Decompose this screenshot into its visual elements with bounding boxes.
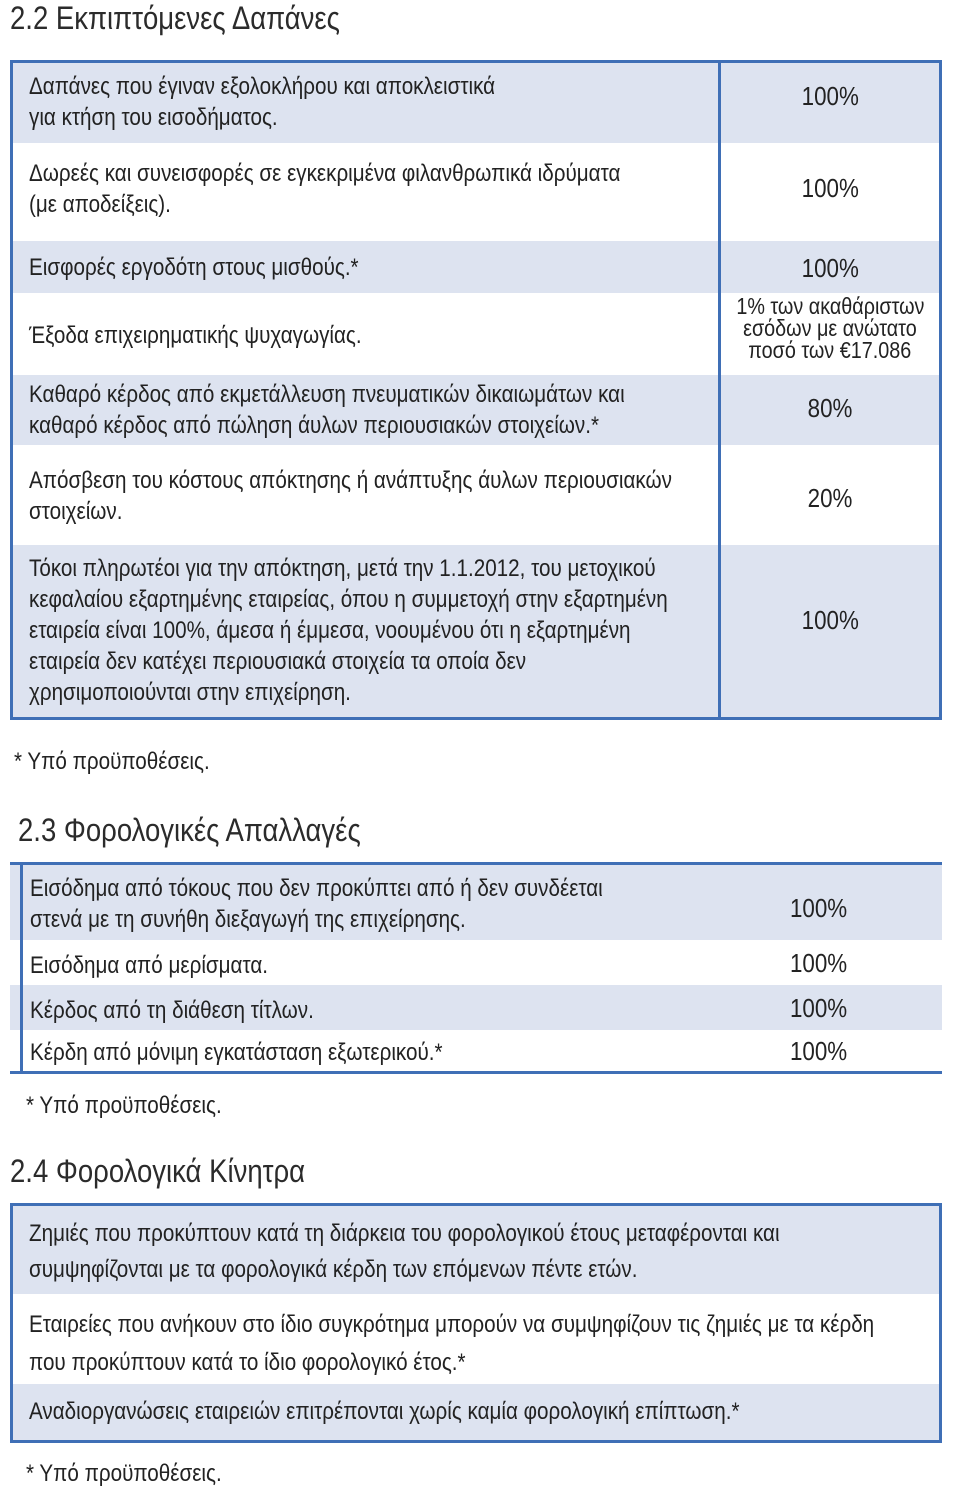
row-description: Δωρεές και συνεισφορές σε εγκεκριμένα φιλανθρωπικά ιδρύματα (με αποδείξεις).: [29, 160, 621, 218]
row-description: Εταιρείες που ανήκουν στο ίδιο συγκρότημα μπορούν να συμψηφίζουν τις ζημιές με τα κέρδη που προκύπτουν κατά το ίδιο φορολογικό έτος.*: [29, 1311, 875, 1376]
row-description: Καθαρό κέρδος από εκμετάλλευση πνευματικών δικαιωμάτων και καθαρό κέρδος από πώληση άυλων περιουσιακών στοιχείων.*: [29, 381, 625, 439]
row-value: 100%: [790, 948, 848, 978]
table-row: [10, 985, 942, 1030]
row-description: Εισόδημα από μερίσματα.: [30, 952, 269, 979]
table-row: [13, 545, 939, 717]
row-description: Δαπάνες που έγιναν εξολοκλήρου και αποκλειστικά για κτήση του εισοδήματος.: [29, 73, 496, 131]
row-value: 100%: [801, 605, 859, 635]
table-row: [13, 1206, 939, 1294]
row-description: Ζημιές που προκύπτουν κατά τη διάρκεια του φορολογικού έτους μεταφέρονται και συμψηφίζονται με τα φορολογικά κέρδη των επόμενων πέντε ετών.: [29, 1220, 780, 1283]
column-divider: [718, 63, 721, 717]
row-value: 100%: [801, 253, 859, 283]
footnote-24: * Υπό προϋποθέσεις.: [26, 1460, 222, 1487]
deductible-expenses-table: [10, 60, 942, 720]
section-22-title: 2.2 Εκπιπτόμενες Δαπάνες: [10, 0, 340, 36]
table-row: [10, 865, 942, 940]
row-value: 20%: [807, 483, 853, 513]
section-23-title: 2.3 Φορολογικές Απαλλαγές: [18, 812, 361, 848]
table-row: [13, 1384, 939, 1440]
row-description: Έξοδα επιχειρηματικής ψυχαγωγίας.: [29, 322, 362, 349]
row-description: Εισόδημα από τόκους που δεν προκύπτει από ή δεν συνδέεται στενά με τη συνήθη διεξαγωγή της επιχείρησης.: [30, 875, 603, 933]
row-description: Κέρδος από τη διάθεση τίτλων.: [30, 997, 314, 1024]
tax-exemptions-table: [10, 862, 942, 1074]
table-row: [10, 940, 942, 985]
table-row: [13, 241, 939, 293]
table-row: [13, 375, 939, 445]
row-description: Τόκοι πληρωτέοι για την απόκτηση, μετά την 1.1.2012, του μετοχικού κεφαλαίου εξαρτημένης εταιρείας, όπου η συμμετοχή στην εξαρτημένη εταιρεία είναι 100%, άμεσα ή έμμεσα, νοουμένου ότι η εξαρτημένη εταιρεία δεν κατέχει περιουσιακά στοιχεία τα οποία δεν χρησιμοποιούνται στην επιχείρηση.: [29, 555, 668, 706]
row-value: 80%: [807, 393, 853, 423]
row-value: 100%: [790, 993, 848, 1023]
footnote-22: * Υπό προϋποθέσεις.: [14, 748, 210, 775]
footnote-23: * Υπό προϋποθέσεις.: [26, 1092, 222, 1119]
row-value: 100%: [790, 1036, 848, 1066]
table-row: [13, 293, 939, 375]
tax-incentives-table: [10, 1203, 942, 1443]
table-row: [13, 1294, 939, 1384]
row-description: Απόσβεση του κόστους απόκτησης ή ανάπτυξης άυλων περιουσιακών στοιχείων.: [29, 467, 672, 525]
row-description: Κέρδη από μόνιμη εγκατάσταση εξωτερικού.*: [30, 1039, 443, 1066]
table-row: [10, 1030, 942, 1071]
row-value: 100%: [790, 893, 848, 923]
row-description: Αναδιοργανώσεις εταιρειών επιτρέπονται χωρίς καμία φορολογική επίπτωση.*: [29, 1398, 740, 1425]
table-row: [13, 445, 939, 545]
section-24-title: 2.4 Φορολογικά Κίνητρα: [10, 1153, 306, 1189]
table-left-border: [20, 865, 23, 1071]
row-description: Εισφορές εργοδότη στους μισθούς.*: [29, 254, 359, 281]
row-value: 1% των ακαθάριστων εσόδων με ανώτατο ποσό των €17.086: [736, 293, 925, 363]
row-value: 100%: [801, 81, 859, 111]
table-row: [13, 143, 939, 241]
table-row: [13, 63, 939, 143]
row-value: 100%: [801, 173, 859, 203]
